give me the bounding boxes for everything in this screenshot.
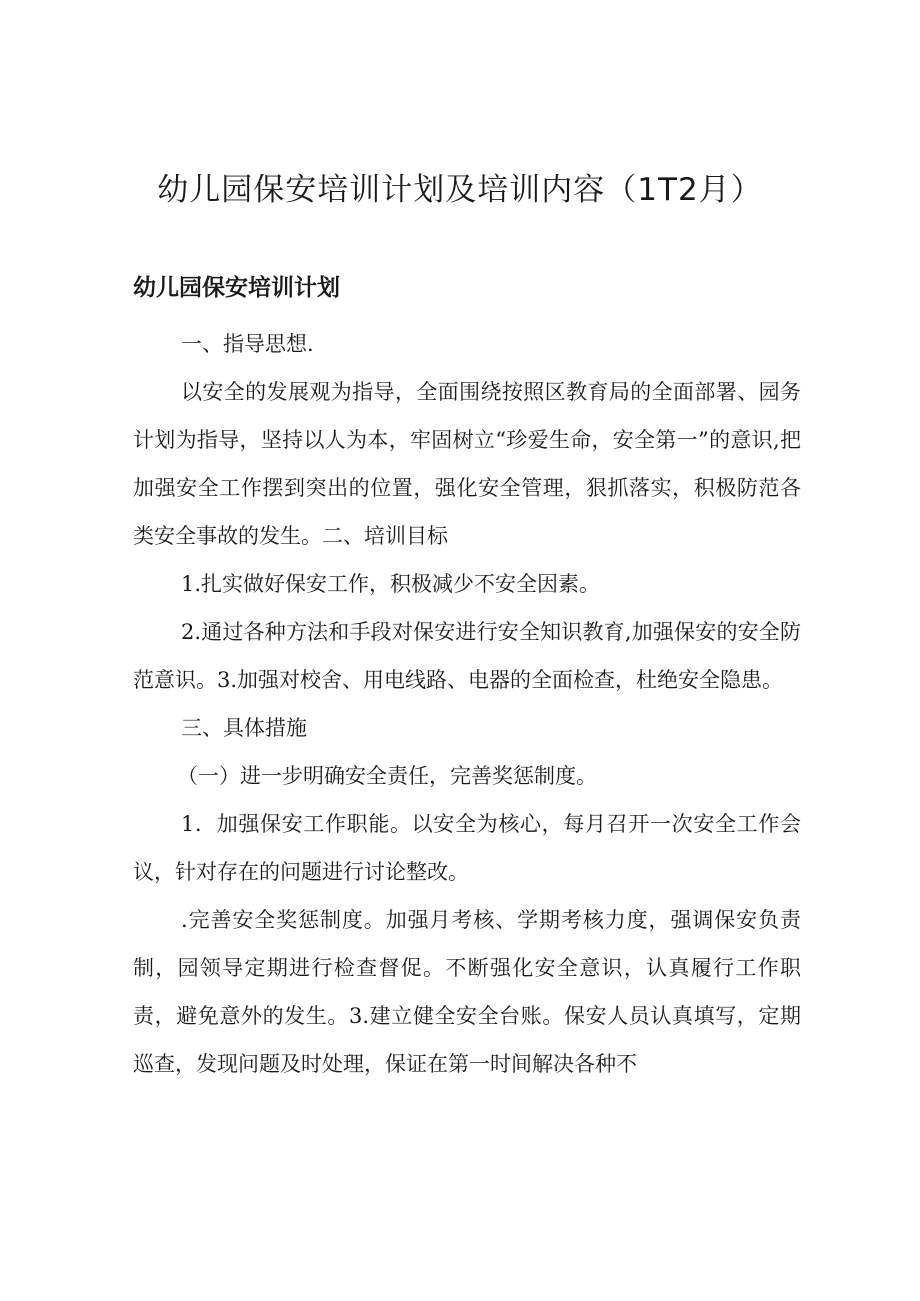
paragraph-goal-2: 2.通过各种方法和手段对保安进行安全知识教育,加强保安的安全防范意识。3.加强对校舍、用电线路、电器的全面检查，杜绝安全隐患。 (133, 620, 801, 692)
paragraph-measures-subheading: （一）进一步明确安全责任，完善奖惩制度。 (177, 764, 597, 788)
document-body (133, 320, 801, 1088)
document-title: 幼儿园保安培训计划及培训内容（1T2月） (157, 172, 763, 208)
paragraph-guiding-ideology-heading: 一、指导思想. (181, 332, 314, 356)
paragraph-measure-2: .完善安全奖惩制度。加强月考核、学期考核力度，强调保安负责制，园领导定期进行检查督促。不断强化安全意识，认真履行工作职责，避免意外的发生。3.建立健全安全台账。保安人员认真填写，定期巡查，发现问题及时处理，保证在第一时间解决各种不 (133, 908, 801, 1076)
paragraph-goal-1: 1.扎实做好保安工作，积极减少不安全因素。 (181, 572, 601, 596)
paragraph-measures-heading: 三、具体措施 (181, 716, 307, 740)
paragraph-measure-1: 1．加强保安工作职能。以安全为核心，每月召开一次安全工作会议，针对存在的问题进行讨论整改。 (133, 812, 801, 884)
paragraph-guiding-ideology: 以安全的发展观为指导，全面围绕按照区教育局的全面部署、园务计划为指导，坚持以人为本，牢固树立“珍爱生命，安全第一”的意识,把加强安全工作摆到突出的位置，强化安全管理，狠抓落实，积极防范各类安全事故的发生。二、培训目标 (133, 380, 801, 548)
section-heading: 幼儿园保安培训计划 (133, 275, 340, 301)
